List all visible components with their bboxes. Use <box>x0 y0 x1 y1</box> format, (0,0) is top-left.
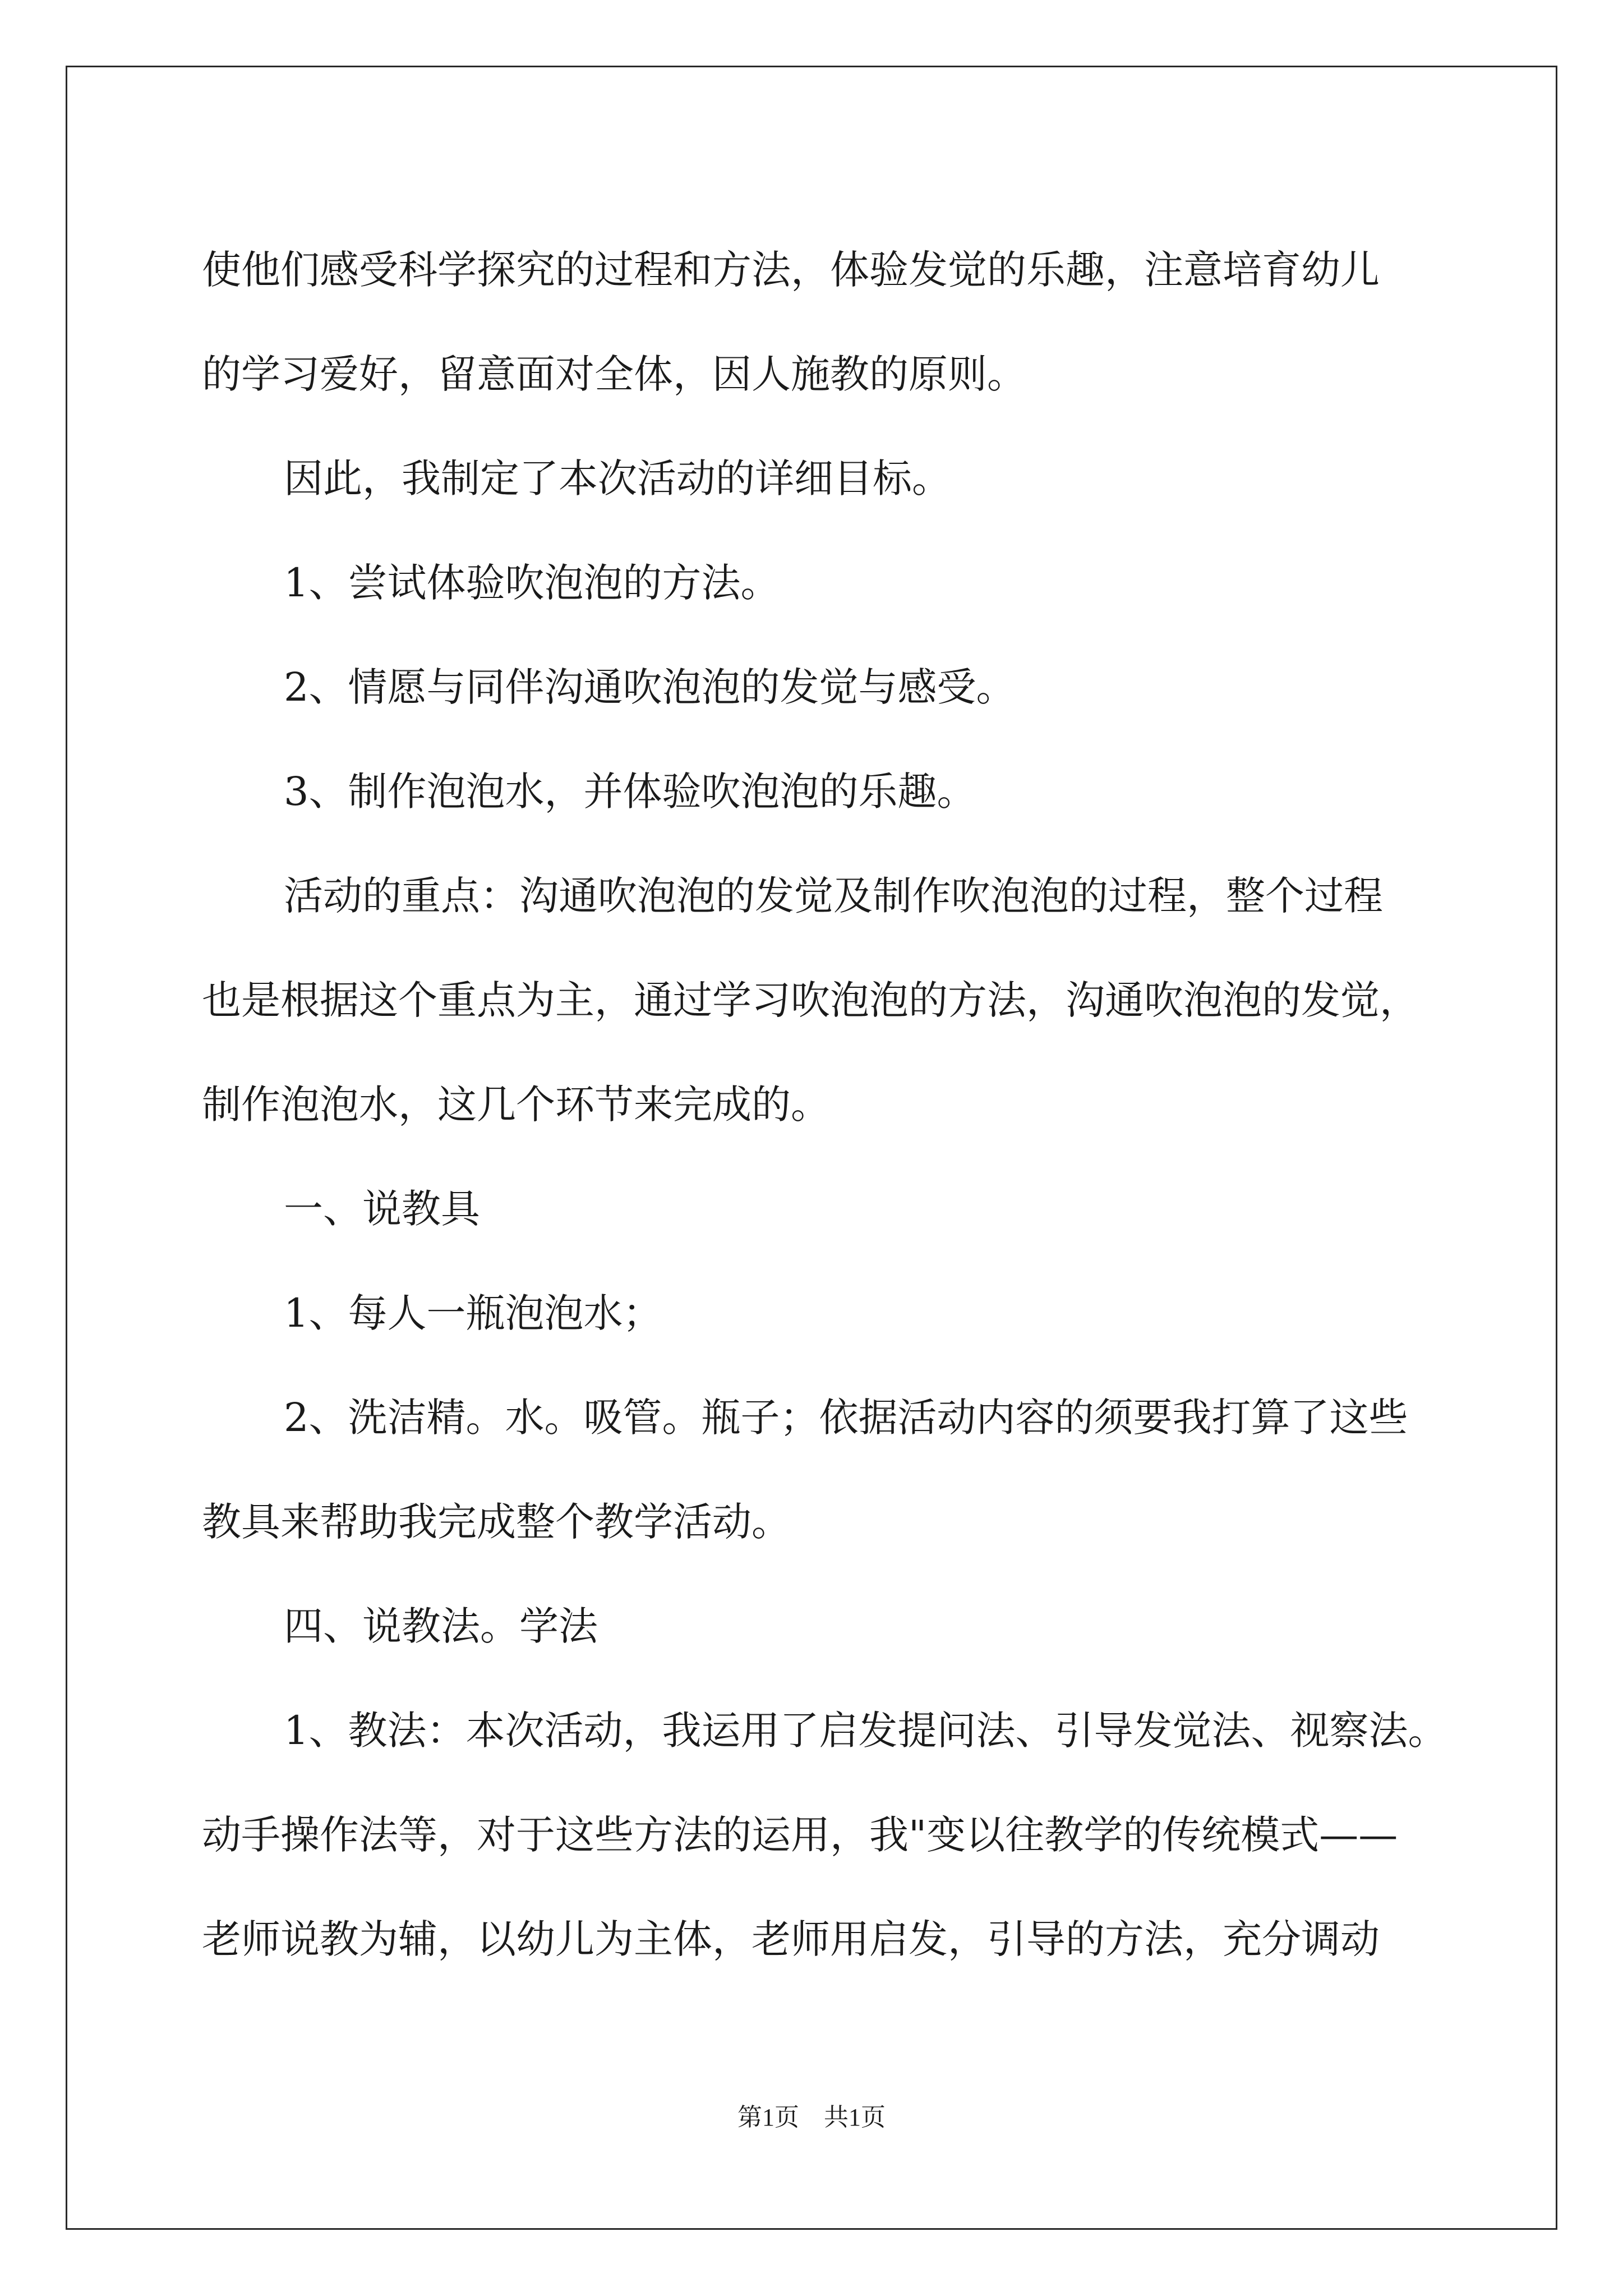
section-heading: 四、说教法。学法 <box>284 1603 598 1649</box>
text-line: 的学习爱好，留意面对全体，因人施教的原则。 <box>202 351 1026 397</box>
text-line: 动手操作法等，对于这些方法的运用，我"变以往教学的传统模式—— <box>202 1812 1398 1858</box>
list-item: 1、尝试体验吹泡泡的方法。 <box>284 560 780 606</box>
text-line: 也是根据这个重点为主，通过学习吹泡泡的方法，沟通吹泡泡的发觉， <box>202 977 1419 1023</box>
list-item: 1、每人一瓶泡泡水； <box>284 1290 662 1336</box>
page-number: 第1页 共1页 <box>737 2104 886 2131</box>
section-heading: 一、说教具 <box>284 1186 480 1232</box>
text-line: 使他们感受科学探究的过程和方法，体验发觉的乐趣，注意培育幼儿 <box>202 247 1380 293</box>
text-line: 教具来帮助我完成整个教学活动。 <box>202 1499 791 1545</box>
list-item: 3、制作泡泡水，并体验吹泡泡的乐趣。 <box>284 769 976 815</box>
text-line: 活动的重点：沟通吹泡泡的发觉及制作吹泡泡的过程，整个过程 <box>284 873 1383 919</box>
list-item: 2、情愿与同伴沟通吹泡泡的发觉与感受。 <box>284 664 1016 710</box>
text-line: 制作泡泡水，这几个环节来完成的。 <box>202 1082 830 1128</box>
list-item: 2、洗洁精。水。吸管。瓶子；依据活动内容的须要我打算了这些 <box>284 1395 1408 1441</box>
document-body <box>202 218 1458 1991</box>
text-line: 因此，我制定了本次活动的详细目标。 <box>284 455 951 501</box>
text-line: 老师说教为辅，以幼儿为主体，老师用启发，引导的方法，充分调动 <box>202 1916 1380 1962</box>
list-item: 1、教法：本次活动，我运用了启发提问法、引导发觉法、视察法。 <box>284 1708 1447 1754</box>
